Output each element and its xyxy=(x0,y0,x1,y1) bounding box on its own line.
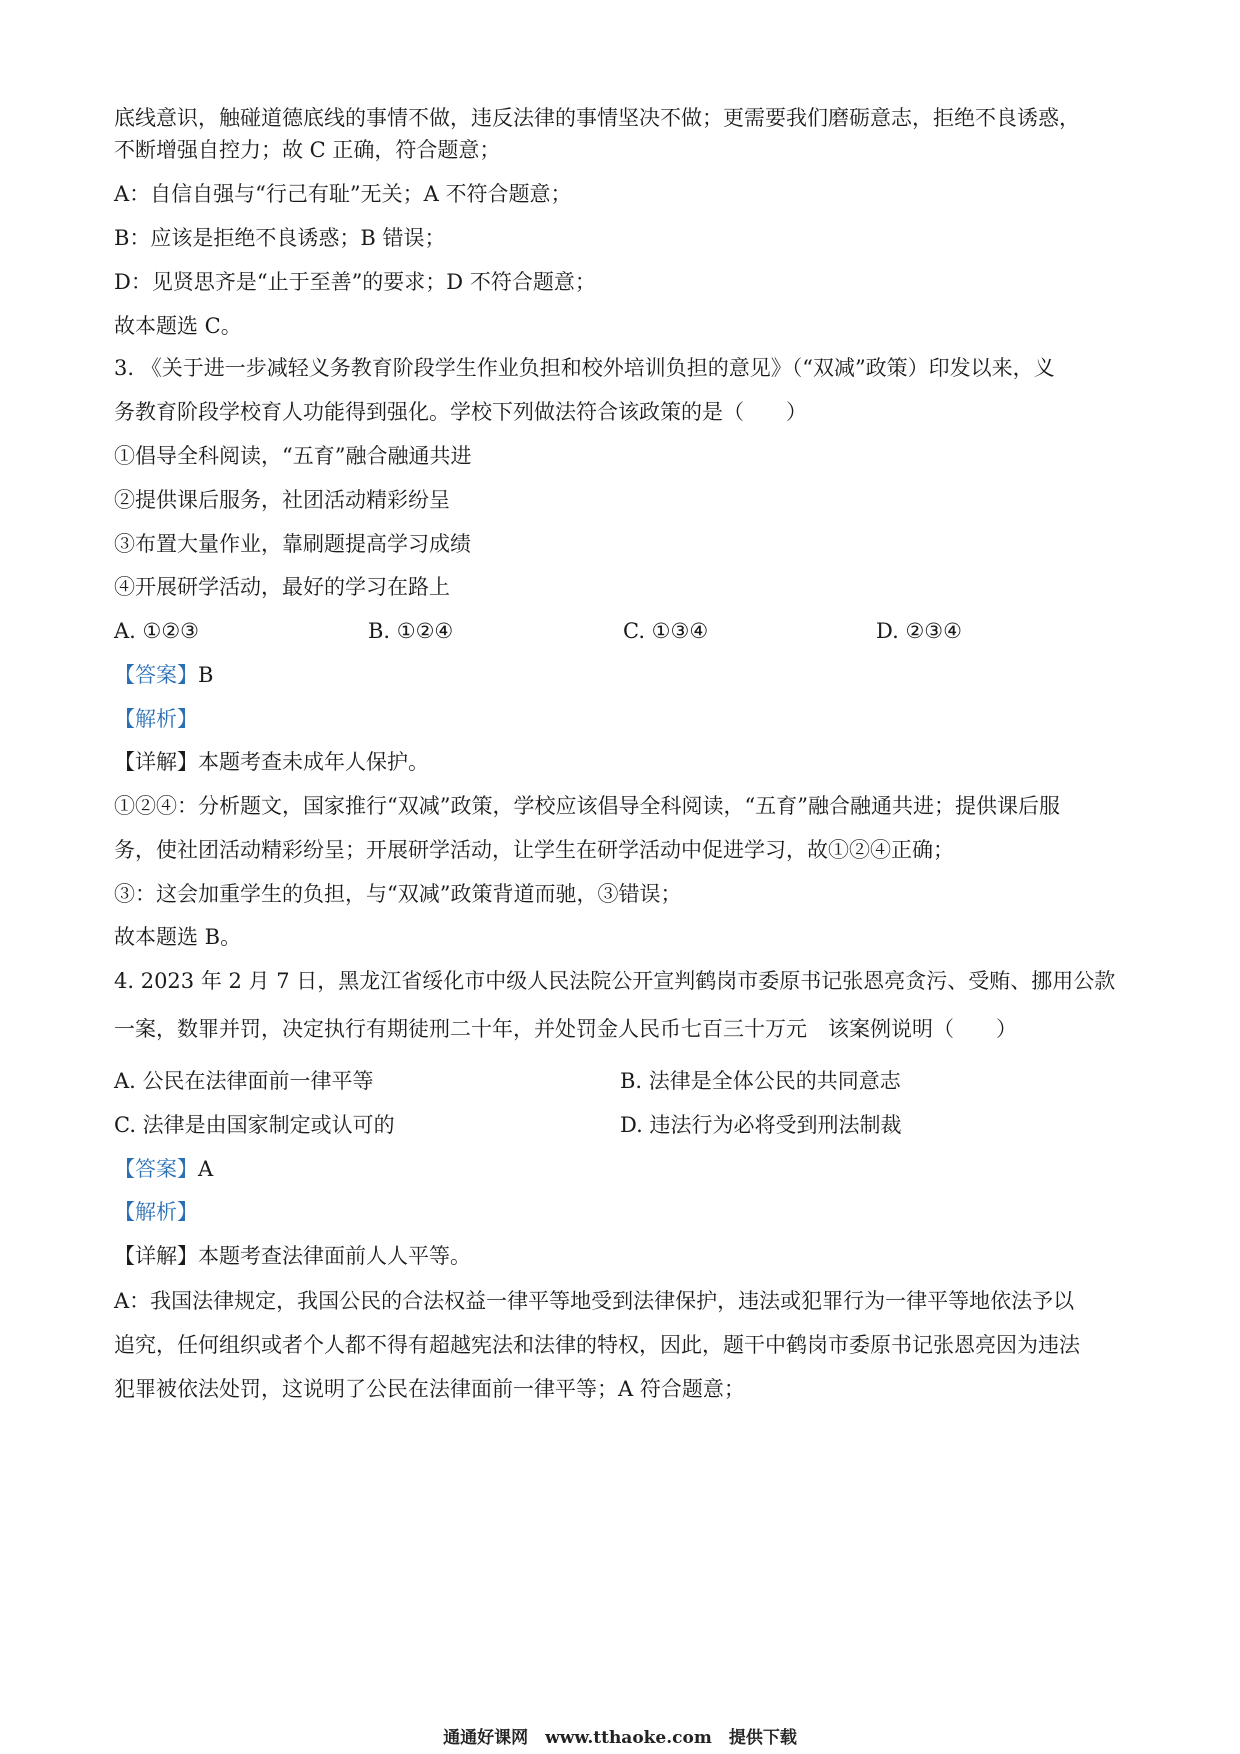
detail-tag: 【详解】 xyxy=(114,1244,198,1268)
option-c: C. 法律是由国家制定或认可的 xyxy=(114,1113,395,1137)
text-line: 故本题选 C。 xyxy=(114,314,242,338)
analysis-line xyxy=(114,1197,198,1227)
option-d: D. ②③④ xyxy=(876,619,962,643)
statement-4: ④开展研学活动，最好的学习在路上 xyxy=(114,575,450,599)
explanation-line: ③：这会加重学生的负担，与“双减”政策背道而驰，③错误； xyxy=(114,882,682,906)
analysis-line xyxy=(114,704,198,734)
option-d: D. 违法行为必将受到刑法制裁 xyxy=(620,1113,902,1137)
option-c: C. ①③④ xyxy=(623,619,709,643)
text-line: 底线意识，触碰道德底线的事情不做，违反法律的事情坚决不做；更需要我们磨砺意志，拒绝不良诱惑， xyxy=(114,106,1080,130)
analysis-tag: 【解析】 xyxy=(114,707,198,731)
answer-tag: 【答案】 xyxy=(114,1157,198,1181)
detail-tag: 【详解】 xyxy=(114,750,198,774)
text-line: A：自信自强与“行己有耻”无关；A 不符合题意； xyxy=(114,182,572,206)
explanation-line: 故本题选 B。 xyxy=(114,925,242,949)
text-line: B：应该是拒绝不良诱惑；B 错误； xyxy=(114,226,446,250)
analysis-tag: 【解析】 xyxy=(114,1200,198,1224)
detail-line xyxy=(114,1241,471,1271)
question-3-stem: 3. 《关于进一步减轻义务教育阶段学生作业负担和校外培训负担的意见》（“双减”政策）印发以来，义 xyxy=(114,356,1055,380)
text-line: D：见贤思齐是“止于至善”的要求；D 不符合题意； xyxy=(114,270,596,294)
option-a: A. ①②③ xyxy=(114,619,199,643)
detail-text: 本题考查法律面前人人平等。 xyxy=(198,1244,471,1268)
explanation-line: 追究，任何组织或者个人都不得有超越宪法和法律的特权，因此，题干中鹤岗市委原书记张恩亮因为违法 xyxy=(114,1333,1080,1357)
text-line: 不断增强自控力；故 C 正确，符合题意； xyxy=(114,138,501,162)
option-b: B. 法律是全体公民的共同意志 xyxy=(620,1069,901,1093)
statement-3: ③布置大量作业，靠刷题提高学习成绩 xyxy=(114,532,471,556)
question-4-stem: 一案，数罪并罚，决定执行有期徒刑二十年，并处罚金人民币七百三十万元 该案例说明（ ） xyxy=(114,1017,1017,1041)
question-4-stem: 4. 2023 年 2 月 7 日，黑龙江省绥化市中级人民法院公开宣判鹤岗市委原书记张恩亮贪污、受贿、挪用公款 xyxy=(114,969,1116,993)
option-a: A. 公民在法律面前一律平等 xyxy=(114,1069,374,1093)
explanation-line: ①②④：分析题文，国家推行“双减”政策，学校应该倡导全科阅读，“五育”融合融通共进；提供课后服 xyxy=(114,794,1060,818)
statement-1: ①倡导全科阅读，“五育”融合融通共进 xyxy=(114,444,472,468)
detail-text: 本题考查未成年人保护。 xyxy=(198,750,429,774)
explanation-line: 务，使社团活动精彩纷呈；开展研学活动，让学生在研学活动中促进学习，故①②④正确； xyxy=(114,838,954,862)
answer-value: A xyxy=(198,1157,214,1181)
footer-watermark: 通通好课网 www.tthaoke.com 提供下载 xyxy=(443,1728,797,1748)
option-b: B. ①②④ xyxy=(368,619,454,643)
detail-line xyxy=(114,747,429,777)
answer-tag: 【答案】 xyxy=(114,663,198,687)
answer-line xyxy=(114,1154,213,1184)
explanation-line: A：我国法律规定，我国公民的合法权益一律平等地受到法律保护，违法或犯罪行为一律平等地依法予以 xyxy=(114,1289,1075,1313)
explanation-line: 犯罪被依法处罚，这说明了公民在法律面前一律平等；A 符合题意； xyxy=(114,1377,745,1401)
question-3-stem: 务教育阶段学校育人功能得到强化。学校下列做法符合该政策的是（ ） xyxy=(114,400,807,424)
answer-value: B xyxy=(198,663,214,687)
answer-line xyxy=(114,660,213,690)
statement-2: ②提供课后服务，社团活动精彩纷呈 xyxy=(114,488,450,512)
